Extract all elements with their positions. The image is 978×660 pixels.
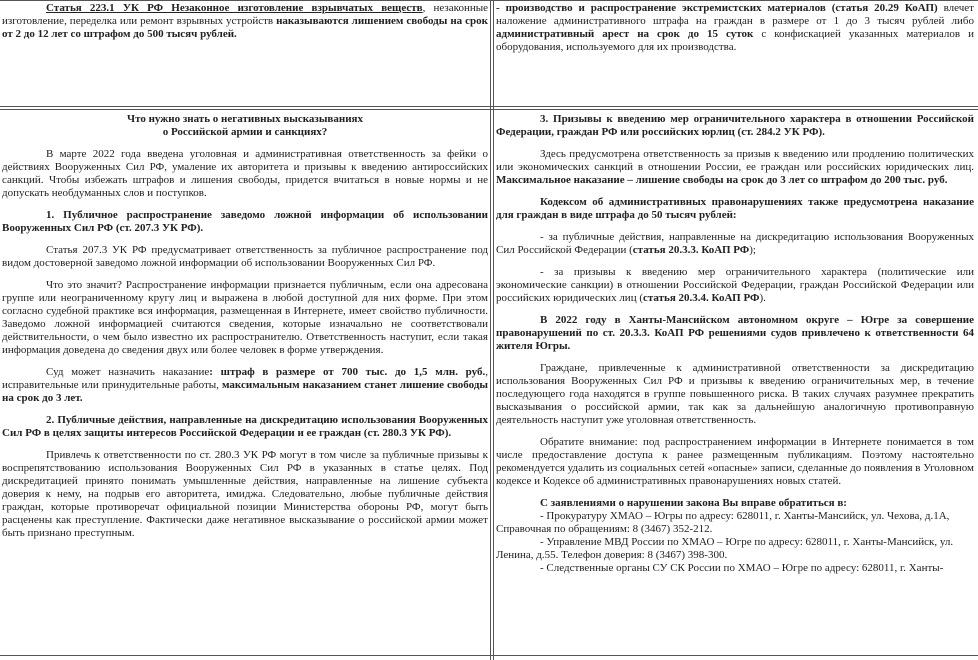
section1-paragraph1: Статья 207.3 УК РФ предусматривает ответственность за публичное распространение под видом достоверной заведомо ложной информации об использовании Вооруженных Сил РФ.: [2, 244, 488, 269]
article-223-paragraph: Статья 223.1 УК РФ Незаконное изготовление взрывчатых веществ, незаконные изготовление, переделка или ремонт взрывных устройств наказываются лишением свободы на срок от 2 до 12 лет со штрафом до 500 тысяч рублей.: [2, 2, 488, 40]
contacts-heading: С заявлениями о нарушении закона Вы вправе обратиться в:: [540, 497, 847, 509]
section3-heading: 3. Призывы к введению мер ограничительного характера в отношении Российской Федерации, граждан РФ или российских юрлиц (ст. 284.2 УК РФ).: [496, 113, 974, 138]
column-divider-left: [490, 0, 491, 660]
section2-paragraph: Привлечь к ответственности по ст. 280.3 УК РФ могут в том числе за публичные призывы к воспрепятствованию использования Вооруженных Сил РФ в указанных в статье целях. Под дискредитацией принято понимать умышленные действия, направленные на лишение субъекта доверия к нему, на подрыв его авторитета, имиджа. Следовательно, любые публичные действия граждан, которые противоречат официальной позиции Министерства обороны РФ, могут быть расценены как преступление. Фактически даже негативное высказывание о российской армии может быть признано преступным.: [2, 449, 488, 539]
bottom-right-pane: [496, 110, 974, 575]
contact-prosecutor: - Прокуратуру ХМАО – Югры по адресу: 628011, г. Ханты-Мансийск, ул. Чехова, д.1А, Справочная по обращениям: 8 (3467) 352-212.: [496, 510, 950, 535]
koap-heading: Кодексом об административных правонарушениях также предусмотрена наказание для граждан в виде штрафа до 50 тысяч рублей:: [496, 196, 974, 221]
bottom-border: [0, 655, 978, 656]
koap-item-1: - за публичные действия, направленные на дискредитацию использования Вооруженных Сил Российской Федерации (статья 20.3.3. КоАП РФ);: [496, 231, 974, 256]
column-divider-right: [493, 0, 494, 660]
article-223-title: Статья 223.1 УК РФ Незаконное изготовление взрывчатых веществ: [46, 2, 423, 14]
koap-item-2: - за призывы к введению мер ограничительного характера (политические или экономические санкции) в отношении Российской Федерации, граждан Российской Федерации или российских юридических лиц (статья 20.3.4. КоАП РФ).: [496, 266, 974, 304]
bottom-left-pane: [2, 110, 488, 540]
top-left-pane: [2, 0, 488, 41]
section1-penalty: Суд может назначить наказание: штраф в размере от 700 тыс. до 1,5 млн. руб., исправительные или принудительные работы, максимальным наказанием станет лишение свободы на срок до 3 лет.: [2, 366, 488, 404]
row-divider-upper: [0, 106, 978, 107]
extremist-materials-paragraph: - производство и распространение экстремистских материалов (статья 20.29 КоАП) влечет наложение административного штрафа на граждан в размере от 1 до 3 тысяч рублей либо административный арест на срок до 15 суток с конфискацией указанных материалов и оборудования, используемого для их производства.: [496, 2, 974, 53]
attention-paragraph: Обратите внимание: под распространением информации в Интернете понимается в том числе предоставление доступа к ранее размещенным публикациям. Поэтому настоятельно рекомендуется удалить из социальных сетей «опасные» записи, сделанные до появления в Уголовном кодексе и Кодексе об административных правонарушениях новых статей.: [496, 436, 974, 487]
section3-paragraph: Здесь предусмотрена ответственность за призыв к введению или продлению политических или экономических санкций в отношении России, ее граждан или российских юридических лиц. Максимальное наказание – лишение свободы на срок до 3 лет со штрафом до 200 тыс. руб.: [496, 148, 974, 186]
top-right-pane: [496, 0, 974, 54]
section1-paragraph2: Что это значит? Распространение информации признается публичным, если она адресована группе или неограниченному кругу лиц и выражена в любой доступной для них форме. При этом согласно судебной практике вся информация, размещенная в Интернете, имеет свойство публичности. Заведомо ложной информацией считаются сведения, которые изначально не соответствовали действительности, о чем было известно их распространителю. Ответственность наступит, если такая информация доведена до сведения двух или более человек в форме утверждения.: [2, 279, 488, 356]
main-title: Что нужно знать о негативных высказываниях о Российской армии и санкциях?: [127, 113, 363, 138]
section1-heading: 1. Публичное распространение заведомо ложной информации об использовании Вооруженных Сил РФ (ст. 207.3 УК РФ).: [2, 209, 488, 234]
ugra-statistics: В 2022 году в Ханты-Мансийском автономном округе – Югре за совершение правонарушений по ст. 20.3.3. КоАП РФ решениями судов привлечено к ответственности 64 жителя Югры.: [496, 314, 974, 352]
intro-paragraph: В марте 2022 года введена уголовная и административная ответственность за фейки о действиях Вооруженных Сил РФ, умаление их авторитета и призывы к введению антироссийских санкций. Чтобы избежать штрафов и лишения свободы, придется вчитаться в новые нормы и не допускать необдуманных слов и поступков.: [2, 148, 488, 199]
contacts-block: [496, 497, 974, 575]
section2-heading: 2. Публичные действия, направленные на дискредитацию использования Вооруженных Сил РФ в целях защиты интересов Российской Федерации и ее граждан (ст. 280.3 УК РФ).: [2, 414, 488, 439]
citizens-risk-paragraph: Граждане, привлеченные к административной ответственности за дискредитацию использования Вооруженных Сил РФ и призывы к введению ограничительных мер, в течение последующего года находятся в группе повышенного риска. В таких случаях разумнее прекратить высказывания о российской армии, так как за дальнейшую аналогичную противоправную деятельность наступит уже уголовная ответственность.: [496, 362, 974, 426]
contact-investigative-committee: - Следственные органы СУ СК России по ХМАО – Югре по адресу: 628011, г. Ханты-: [540, 562, 944, 574]
contact-mvd: - Управление МВД России по ХМАО – Югре по адресу: 628011, г. Ханты-Мансийск, ул. Ленина, д.55. Телефон доверия: 8 (3467) 398-300.: [496, 536, 954, 561]
